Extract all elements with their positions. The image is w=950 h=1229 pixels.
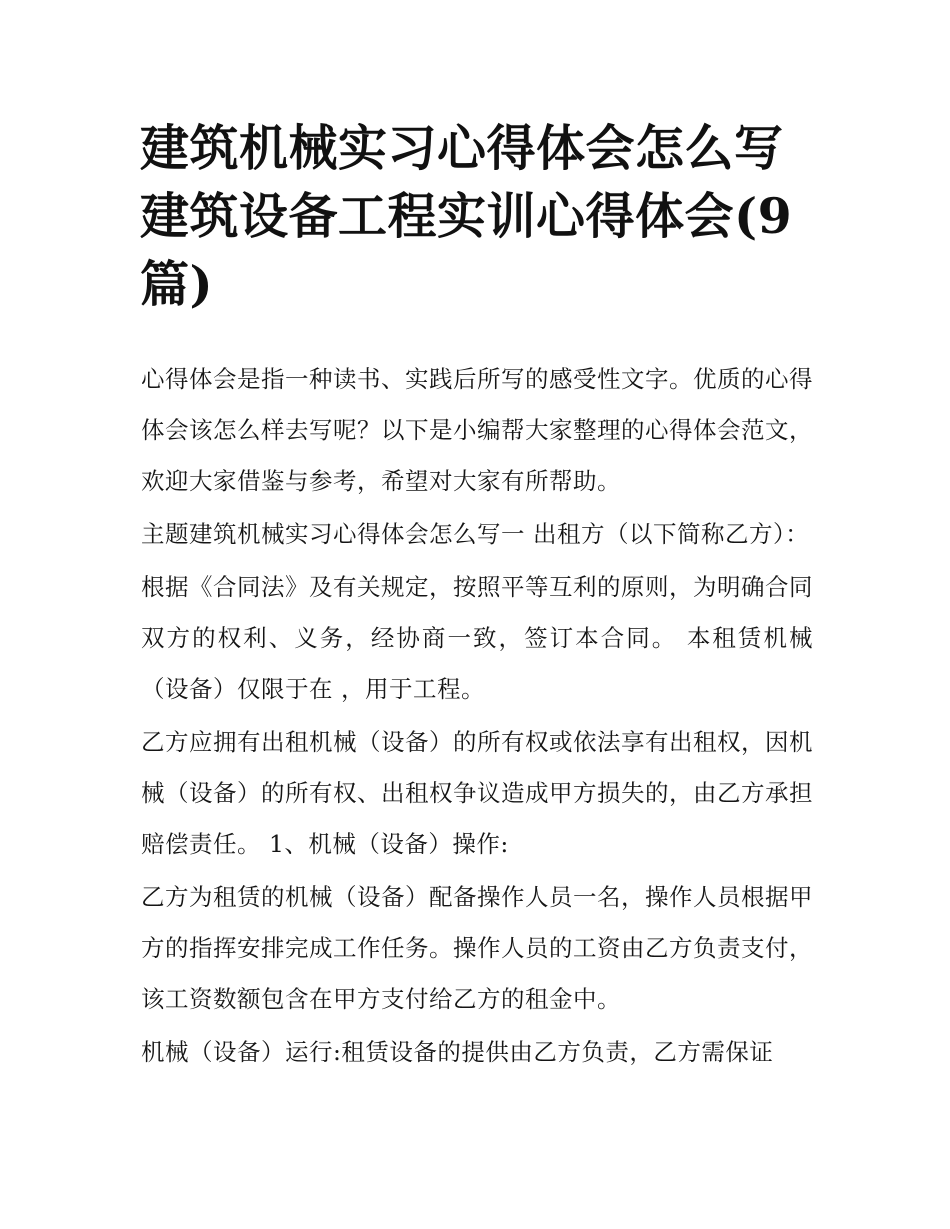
paragraph-operator: 乙方为租赁的机械（设备）配备操作人员一名，操作人员根据甲方的指挥安排完成工作任务。操作人员的工资由乙方负责支付，该工资数额包含在甲方支付给乙方的租金中。 <box>141 883 813 1013</box>
paragraph-lessor: 主题建筑机械实习心得体会怎么写一 出租方（以下简称乙方）： <box>141 520 810 548</box>
document-title: 建筑机械实习心得体会怎么写建筑设备工程实训心得体会(9篇) <box>140 119 793 313</box>
paragraph-operation: 机械（设备）运行:租赁设备的提供由乙方负责，乙方需保证 <box>141 1038 774 1066</box>
paragraph-ownership: 乙方应拥有出租机械（设备）的所有权或依法享有出租权，因机械（设备）的所有权、出租权争议造成甲方损失的，由乙方承担赔偿责任。 1、机械（设备）操作: <box>141 728 813 858</box>
paragraph-intro: 心得体会是指一种读书、实践后所写的感受性文字。优质的心得体会该怎么样去写呢？以下是小编帮大家整理的心得体会范文，欢迎大家借鉴与参考，希望对大家有所帮助。 <box>141 365 813 495</box>
document-body <box>141 354 813 1080</box>
paragraph-contract-basis: 根据《合同法》及有关规定，按照平等互利的原则，为明确合同双方的权利、义务，经协商一致，签订本合同。 本租赁机械（设备）仅限于在 ，用于工程。 <box>141 573 813 703</box>
